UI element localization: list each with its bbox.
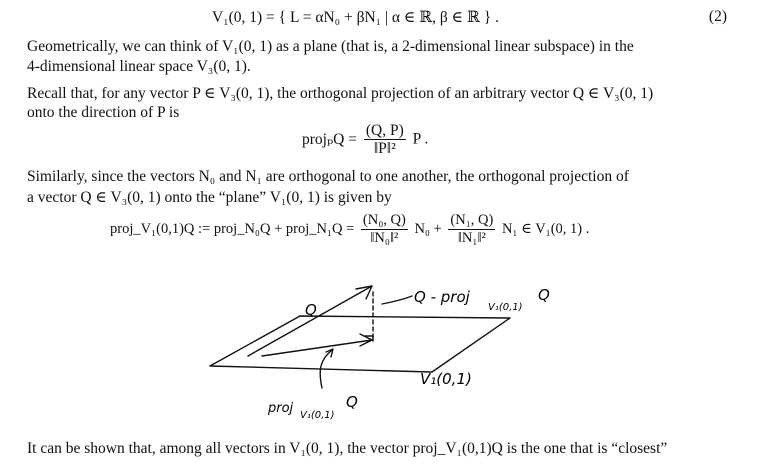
sketch-label-projection-end: Q: [346, 393, 358, 411]
paragraph-4-line-1: It can be shown that, among all vectors in V₁(0, 1), the vector proj_V₁(0,1)Q is the one that is “closest”: [27, 440, 668, 457]
plane-projection-equation: [110, 212, 589, 247]
plane-denominator-1: ‖N₀‖²: [370, 230, 399, 246]
plane-projection-rhs: N₁ ∈ V₁(0, 1) .: [501, 221, 590, 237]
sketch-label-projection: proj: [268, 401, 294, 416]
sketch-label-difference-end: Q: [538, 286, 550, 304]
projection-numerator: (Q, P): [365, 122, 404, 139]
sketch-label-plane: V₁(0,1): [420, 370, 472, 388]
plane-numerator-2: (N₁, Q): [450, 212, 494, 228]
sketch-label-difference-sub: V₁(0,1): [488, 302, 523, 313]
plane-denominator-2: ‖N₁‖²: [457, 230, 486, 246]
paragraph-1-line-1: Geometrically, we can think of V₁(0, 1) as a plane (that is, a 2-dimensional linear subspace) in the: [27, 38, 634, 55]
projection-sketch: [0, 270, 771, 435]
paragraph-3-line-2: a vector Q ∈ V₃(0, 1) onto the “plane” V₁(0, 1) is given by: [27, 189, 392, 206]
plane-numerator-1: (N₀, Q): [362, 212, 406, 228]
plane-fraction-2: [448, 212, 495, 247]
vector-q-arrow: [248, 286, 372, 356]
plane-outline: [210, 316, 510, 372]
plane-middle-term: N₀ +: [414, 221, 442, 237]
projection-fraction: [364, 122, 406, 157]
plane-fraction-1: [361, 212, 408, 247]
projection-rhs: P .: [412, 130, 429, 148]
sketch-label-q: Q: [305, 301, 317, 319]
difference-pointer: [382, 296, 412, 304]
projection-lhs: projₚQ =: [302, 131, 357, 148]
sketch-label-projection-sub: V₁(0,1): [300, 410, 335, 421]
paragraph-2-line-1: Recall that, for any vector P ∈ V₃(0, 1), the orthogonal projection of an arbitrary vector Q ∈ V₃(0, 1): [27, 85, 654, 102]
paragraph-2-line-2: onto the direction of P is: [27, 104, 180, 121]
projection-equation: [302, 122, 428, 157]
equation-number: (2): [708, 8, 727, 25]
projection-denominator: ‖P‖²: [373, 140, 396, 157]
equation-2: V₁(0, 1) = { L = αN₀ + βN₁ | α ∈ ℝ, β ∈ ℝ } .: [212, 9, 499, 26]
paragraph-1-line-2: 4-dimensional linear space V₃(0, 1).: [27, 58, 251, 75]
sketch-label-difference: Q - proj: [414, 288, 470, 306]
plane-projection-lhs: proj_V₁(0,1)Q := proj_N₀Q + proj_N₁Q =: [110, 221, 355, 237]
projection-arrow: [262, 340, 372, 356]
paragraph-3-line-1: Similarly, since the vectors N₀ and N₁ are orthogonal to one another, the orthogonal projection of: [27, 168, 629, 185]
